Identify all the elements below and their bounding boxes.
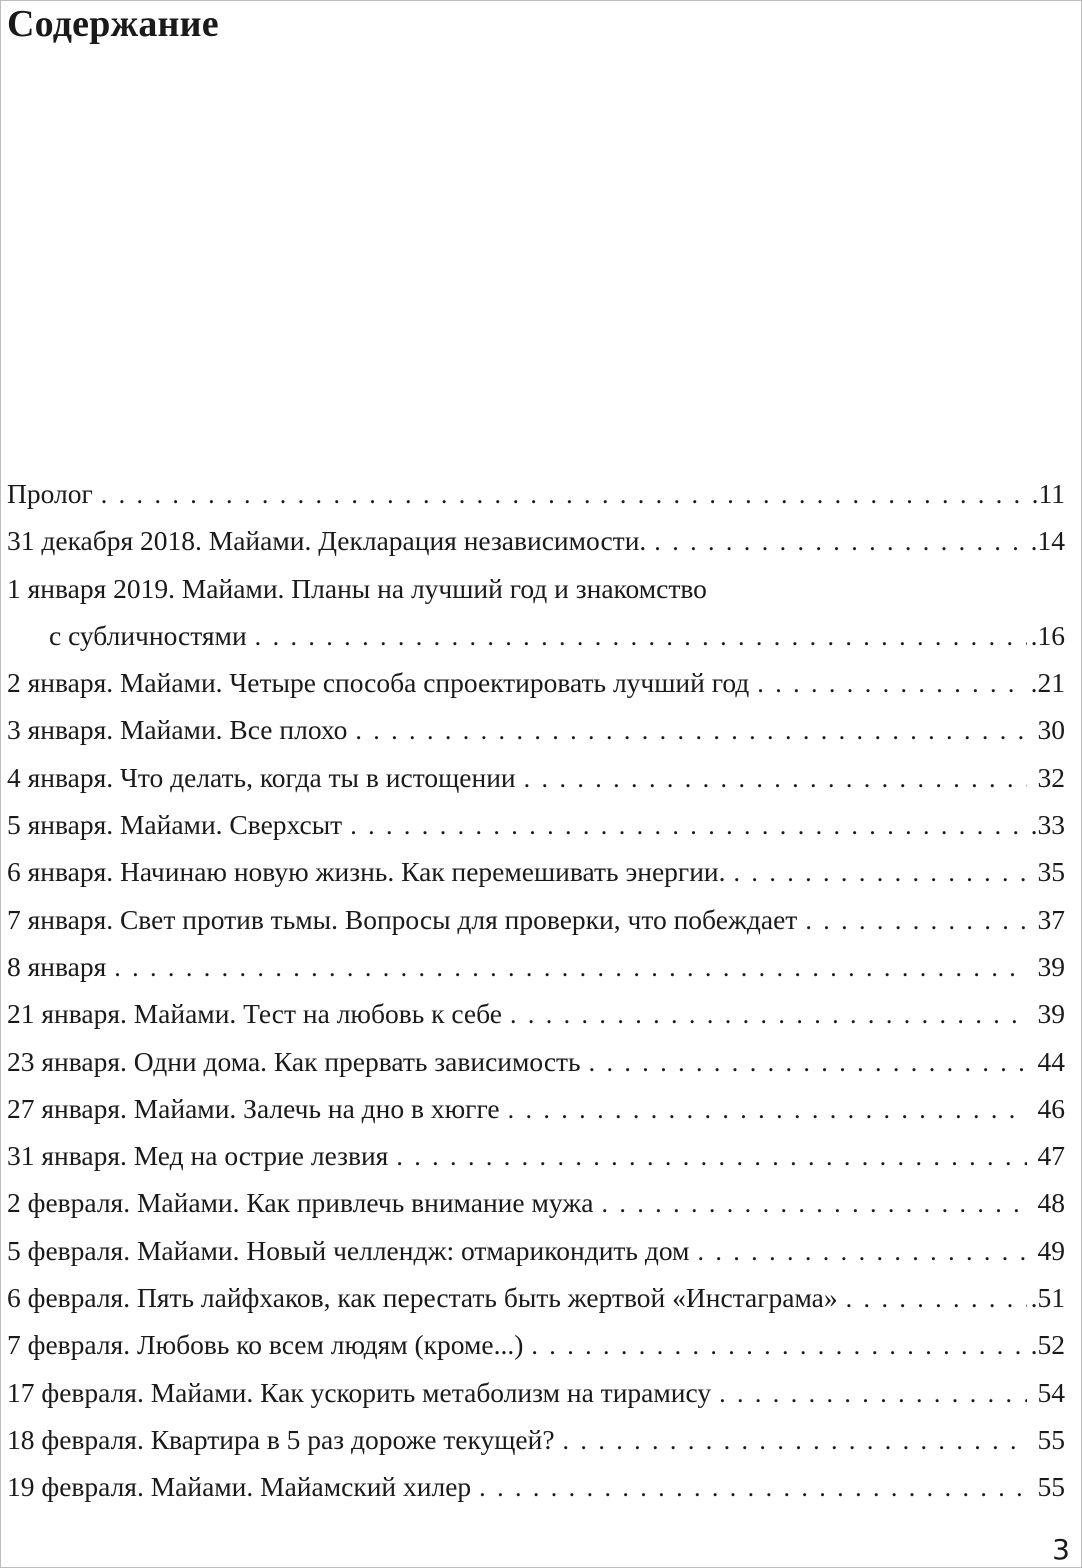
toc-entry-page: 49 bbox=[1037, 1234, 1065, 1266]
toc-entry-page: 55 bbox=[1037, 1423, 1065, 1455]
toc-entry-page: .52 bbox=[1030, 1329, 1065, 1361]
toc-entry-title: 17 февраля. Майами. Как ускорить метаболизм на тирамису bbox=[7, 1376, 712, 1408]
dot-leader bbox=[601, 1180, 1027, 1227]
toc-entry-title-line1: 1 января 2019. Майами. Планы на лучший год и знакомство bbox=[7, 572, 707, 604]
toc-entry[interactable] bbox=[7, 1274, 1065, 1321]
dot-leader bbox=[355, 707, 1027, 754]
toc-entry[interactable] bbox=[7, 1463, 1065, 1510]
dot-leader bbox=[255, 613, 1027, 660]
dot-leader bbox=[846, 1275, 1027, 1322]
dot-leader bbox=[350, 802, 1026, 849]
toc-entry-title: 21 января. Майами. Тест на любовь к себе bbox=[7, 998, 502, 1030]
page-number: 3 bbox=[1052, 1533, 1070, 1566]
toc-entry-title: 4 января. Что делать, когда ты в истощении bbox=[7, 761, 516, 793]
dot-leader bbox=[805, 897, 1027, 944]
toc-entry-page: 30 bbox=[1037, 714, 1065, 746]
toc-entry-page: 44 bbox=[1037, 1045, 1065, 1077]
dot-leader bbox=[734, 849, 1027, 896]
toc-entry-page: 54 bbox=[1037, 1376, 1065, 1408]
toc-entry-prologue[interactable] bbox=[7, 470, 1065, 517]
page-title: Содержание bbox=[7, 3, 219, 45]
toc-entry-page: 46 bbox=[1037, 1092, 1065, 1124]
toc-entry[interactable] bbox=[7, 517, 1065, 564]
toc-entry-page: .16 bbox=[1030, 619, 1065, 651]
toc-entry[interactable] bbox=[7, 848, 1065, 895]
toc-entry-page: 55 bbox=[1037, 1471, 1065, 1503]
toc-entry[interactable] bbox=[7, 943, 1065, 990]
dot-leader bbox=[508, 1086, 1027, 1133]
dot-leader bbox=[396, 1133, 1027, 1180]
toc-entry-title: 5 февраля. Майами. Новый челлендж: отмарикондить дом bbox=[7, 1234, 690, 1266]
toc-entry[interactable] bbox=[7, 896, 1065, 943]
toc-entry-page: 39 bbox=[1037, 998, 1065, 1030]
table-of-contents bbox=[7, 470, 1065, 1511]
toc-entry[interactable] bbox=[7, 1085, 1065, 1132]
toc-entry-page: 48 bbox=[1037, 1187, 1065, 1219]
toc-entry[interactable] bbox=[7, 1179, 1065, 1226]
dot-leader bbox=[719, 1370, 1027, 1417]
toc-entry[interactable] bbox=[7, 659, 1065, 706]
toc-entry-title: 2 февраля. Майами. Как привлечь внимание мужа bbox=[7, 1187, 594, 1219]
toc-entry[interactable] bbox=[7, 1369, 1065, 1416]
toc-entry[interactable] bbox=[7, 754, 1065, 801]
dot-leader bbox=[524, 755, 1027, 802]
toc-entry[interactable] bbox=[7, 990, 1065, 1037]
toc-entry-page: .14 bbox=[1030, 525, 1065, 557]
toc-entry-page: .11 bbox=[1031, 478, 1065, 509]
toc-entry[interactable] bbox=[7, 801, 1065, 848]
toc-entry[interactable] bbox=[7, 1132, 1065, 1179]
toc-entry-title: 27 января. Майами. Залечь на дно в хюгге bbox=[7, 1092, 500, 1124]
toc-entry-page: 35 bbox=[1037, 856, 1065, 888]
dot-leader bbox=[114, 944, 1027, 991]
toc-entry-title: 31 января. Мед на острие лезвия bbox=[7, 1140, 389, 1172]
toc-entry-page: 32 bbox=[1037, 761, 1065, 793]
dot-leader bbox=[757, 660, 1026, 707]
toc-entry-title: 19 февраля. Майами. Майамский хилер bbox=[7, 1471, 472, 1503]
toc-entry-wrapped-line[interactable] bbox=[7, 565, 1065, 612]
dot-leader bbox=[654, 518, 1026, 565]
toc-entry-page: .33 bbox=[1030, 809, 1065, 841]
toc-entry-continuation[interactable] bbox=[7, 612, 1065, 659]
toc-entry-title: 3 января. Майами. Все плохо bbox=[7, 714, 348, 746]
dot-leader bbox=[510, 991, 1027, 1038]
toc-entry-title: 31 декабря 2018. Майами. Декларация независимости. bbox=[7, 525, 647, 557]
toc-entry-page: .51 bbox=[1030, 1282, 1065, 1314]
toc-entry-title: 18 февраля. Квартира в 5 раз дороже текущей? bbox=[7, 1423, 555, 1455]
toc-entry-page: 39 bbox=[1037, 950, 1065, 982]
dot-leader bbox=[589, 1039, 1027, 1086]
toc-entry[interactable] bbox=[7, 706, 1065, 753]
toc-entry[interactable] bbox=[7, 1038, 1065, 1085]
toc-entry-title: 5 января. Майами. Сверхсыт bbox=[7, 809, 343, 841]
toc-entry-title: 23 января. Одни дома. Как прервать зависимость bbox=[7, 1045, 581, 1077]
toc-entry-page: 37 bbox=[1037, 903, 1065, 935]
toc-entry-title: 8 января bbox=[7, 950, 107, 982]
dot-leader bbox=[531, 1322, 1026, 1369]
dot-leader bbox=[479, 1464, 1027, 1511]
toc-entry-page: .21 bbox=[1030, 667, 1065, 699]
toc-entry-title: 6 января. Начинаю новую жизнь. Как перемешивать энергии. bbox=[7, 856, 726, 888]
toc-entry[interactable] bbox=[7, 1416, 1065, 1463]
toc-entry[interactable] bbox=[7, 1321, 1065, 1368]
toc-entry-title-line2: с субличностями bbox=[49, 619, 247, 651]
toc-entry[interactable] bbox=[7, 1227, 1065, 1274]
toc-entry-title: 2 января. Майами. Четыре способа спроектировать лучший год bbox=[7, 667, 750, 699]
toc-entry-title: 7 января. Свет против тьмы. Вопросы для проверки, что побеждает bbox=[7, 903, 798, 935]
toc-entry-title: 7 февраля. Любовь ко всем людям (кроме...) bbox=[7, 1329, 524, 1361]
dot-leader bbox=[563, 1417, 1027, 1464]
dot-leader bbox=[697, 1228, 1027, 1275]
dot-leader bbox=[101, 471, 1027, 518]
toc-entry-page: 47 bbox=[1037, 1140, 1065, 1172]
toc-entry-title: 6 февраля. Пять лайфхаков, как перестать быть жертвой «Инстаграма» bbox=[7, 1282, 838, 1314]
toc-entry-title: Пролог bbox=[7, 478, 93, 509]
